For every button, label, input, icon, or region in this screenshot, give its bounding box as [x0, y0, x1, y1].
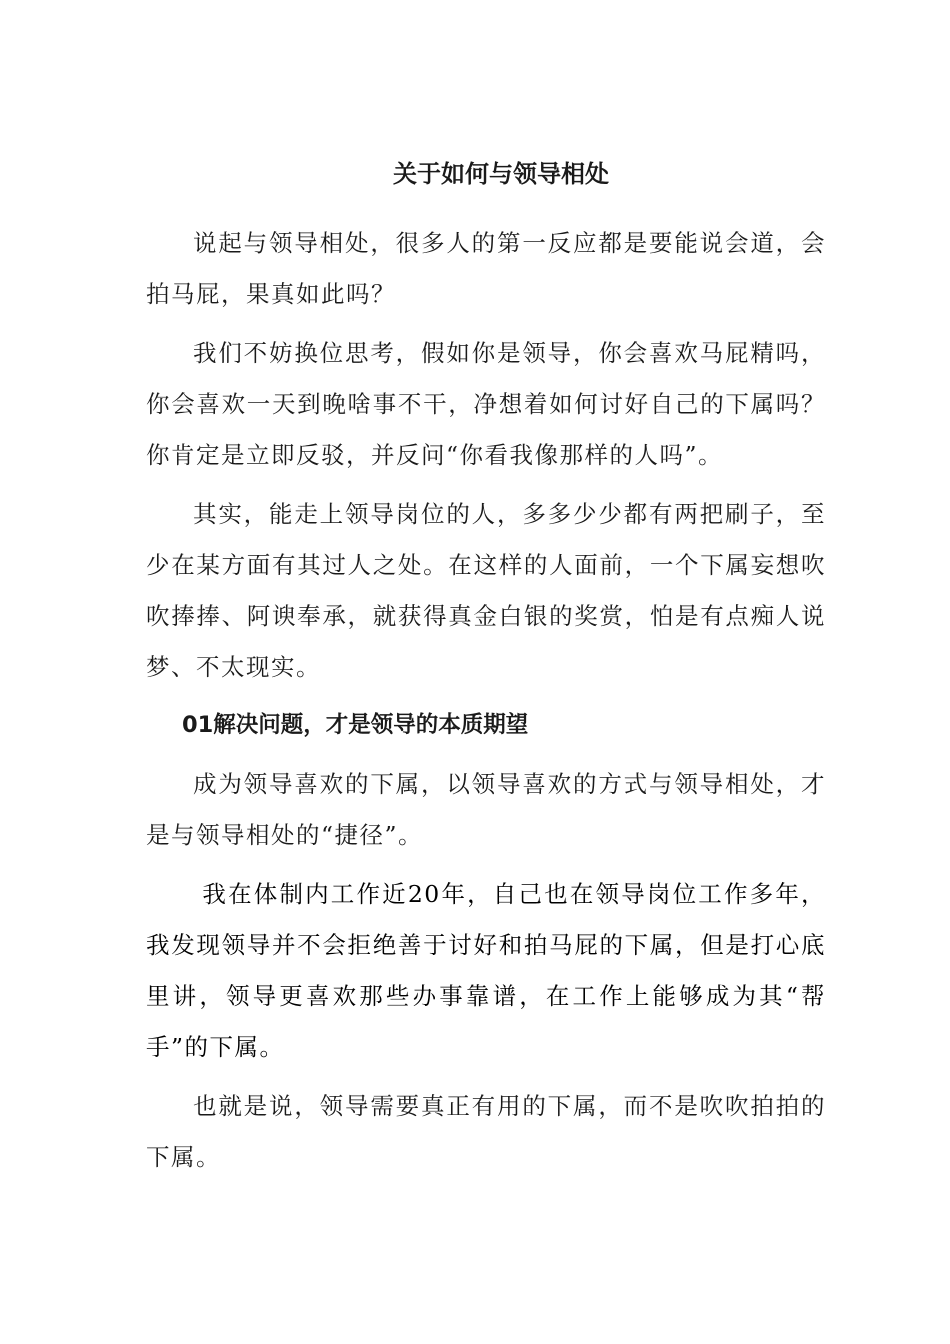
paragraph-perspective: 我们不妨换位思考，假如你是领导，你会喜欢马屁精吗，你会喜欢一天到晚啥事不干，净想着如何讨好自己的下属吗？你肯定是立即反驳，并反问“你看我像那样的人吗”。 [146, 339, 826, 469]
paragraph-experience: 我在体制内工作近20年，自己也在领导岗位工作多年，我发现领导并不会拒绝善于讨好和拍马屁的下属，但是打心底里讲，领导更喜欢那些办事靠谱，在工作上能够成为其“帮手”的下属。 [146, 880, 826, 1061]
paragraph-intro: 说起与领导相处，很多人的第一反应都是要能说会道，会拍马屁，果真如此吗？ [146, 229, 826, 308]
document-title: 关于如何与领导相处 [393, 160, 609, 188]
document-body [146, 150, 826, 1191]
section-heading: 01解决问题，才是领导的本质期望 [182, 712, 529, 738]
paragraph-leaders-ability: 其实，能走上领导岗位的人，多多少少都有两把刷子，至少在某方面有其过人之处。在这样的人面前，一个下属妄想吹吹捧捧、阿谀奉承，就获得真金白银的奖赏，怕是有点痴人说梦、不太现实。 [146, 500, 826, 681]
paragraph-conclusion: 也就是说，领导需要真正有用的下属，而不是吹吹拍拍的下属。 [146, 1092, 826, 1171]
paragraph-shortcut: 成为领导喜欢的下属，以领导喜欢的方式与领导相处，才是与领导相处的“捷径”。 [146, 770, 826, 849]
